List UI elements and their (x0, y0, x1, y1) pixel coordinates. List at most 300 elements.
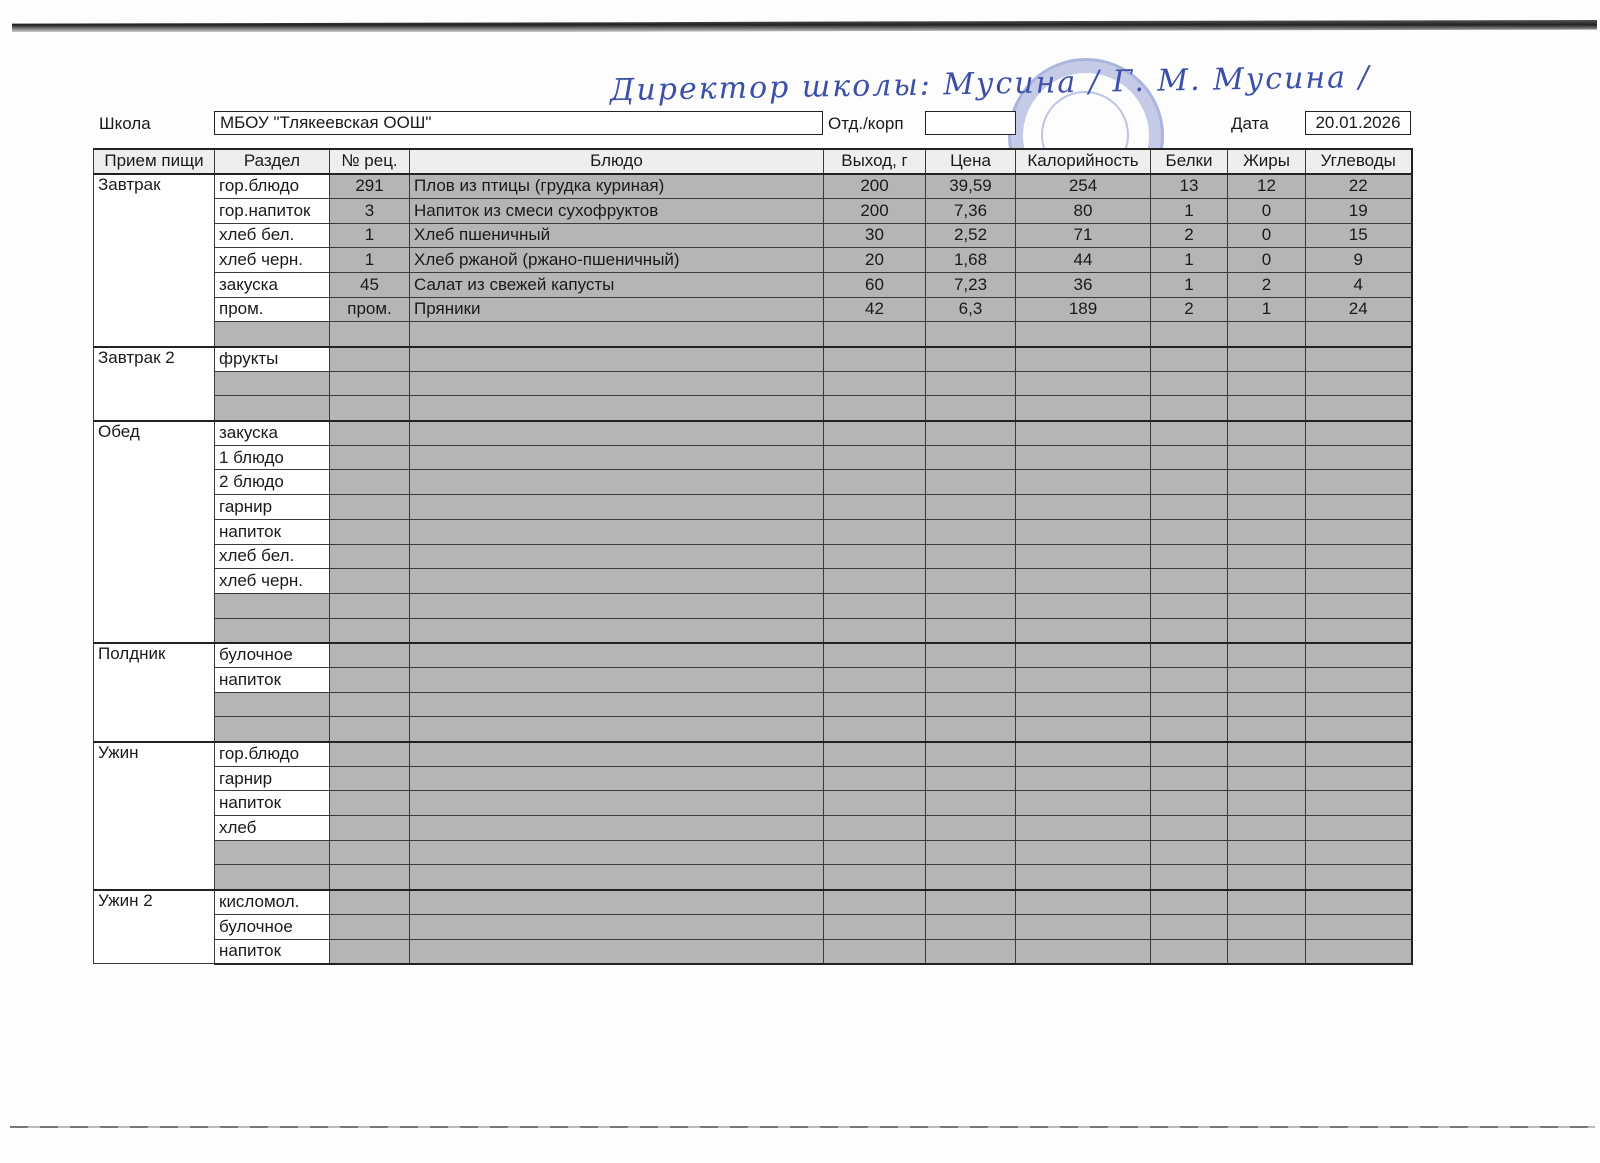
recipe-cell[interactable] (330, 840, 410, 865)
protein-cell[interactable] (1151, 742, 1228, 767)
calories-cell[interactable] (1016, 495, 1151, 520)
price-cell[interactable] (926, 519, 1016, 544)
carbs-cell[interactable]: 9 (1306, 248, 1412, 273)
fat-cell[interactable] (1228, 865, 1306, 890)
school-label: Школа (99, 114, 151, 133)
yield-cell[interactable] (824, 643, 926, 668)
price-cell[interactable]: 7,36 (926, 198, 1016, 223)
dish-cell[interactable]: Плов из птицы (грудка куриная) (410, 174, 824, 199)
recipe-cell[interactable] (330, 347, 410, 372)
yield-cell[interactable] (824, 519, 926, 544)
protein-cell[interactable]: 1 (1151, 198, 1228, 223)
price-cell[interactable] (926, 569, 1016, 594)
recipe-cell[interactable] (330, 890, 410, 915)
date-field[interactable]: 20.01.2026 (1305, 111, 1411, 135)
dish-cell[interactable]: Пряники (410, 297, 824, 322)
recipe-cell[interactable] (330, 816, 410, 841)
carbs-cell[interactable] (1306, 544, 1412, 569)
section-cell[interactable]: напиток (215, 519, 330, 544)
price-cell[interactable] (926, 396, 1016, 421)
yield-cell[interactable] (824, 495, 926, 520)
price-cell[interactable] (926, 840, 1016, 865)
price-cell[interactable] (926, 865, 1016, 890)
dish-cell[interactable] (410, 766, 824, 791)
calories-cell[interactable]: 44 (1016, 248, 1151, 273)
carbs-cell[interactable] (1306, 593, 1412, 618)
recipe-cell[interactable]: 45 (330, 272, 410, 297)
dish-cell[interactable] (410, 667, 824, 692)
carbs-cell[interactable] (1306, 692, 1412, 717)
dish-cell[interactable] (410, 396, 824, 421)
price-cell[interactable] (926, 371, 1016, 396)
carbs-cell[interactable] (1306, 322, 1412, 347)
carbs-cell[interactable] (1306, 445, 1412, 470)
yield-cell[interactable] (824, 322, 926, 347)
protein-cell[interactable] (1151, 347, 1228, 372)
section-cell[interactable]: хлеб бел. (215, 223, 330, 248)
calories-cell[interactable] (1016, 569, 1151, 594)
price-cell[interactable] (926, 717, 1016, 742)
section-cell[interactable] (215, 840, 330, 865)
calories-cell[interactable] (1016, 766, 1151, 791)
school-field[interactable]: МБОУ "Тлякеевская ООШ" (214, 111, 823, 135)
price-cell[interactable] (926, 495, 1016, 520)
price-cell[interactable] (926, 445, 1016, 470)
fat-cell[interactable] (1228, 544, 1306, 569)
price-cell[interactable] (926, 322, 1016, 347)
protein-cell[interactable] (1151, 840, 1228, 865)
section-cell[interactable] (215, 717, 330, 742)
calories-cell[interactable] (1016, 692, 1151, 717)
table-row (94, 840, 1412, 865)
calories-cell[interactable] (1016, 890, 1151, 915)
dish-cell[interactable]: Хлеб ржаной (ржано-пшеничный) (410, 248, 824, 273)
yield-cell[interactable]: 42 (824, 297, 926, 322)
section-cell[interactable] (215, 692, 330, 717)
carbs-cell[interactable]: 15 (1306, 223, 1412, 248)
recipe-cell[interactable] (330, 593, 410, 618)
section-cell[interactable]: булочное (215, 914, 330, 939)
dish-cell[interactable] (410, 717, 824, 742)
section-cell[interactable]: напиток (215, 667, 330, 692)
carbs-cell[interactable] (1306, 371, 1412, 396)
fat-cell[interactable] (1228, 939, 1306, 964)
protein-cell[interactable] (1151, 890, 1228, 915)
yield-cell[interactable] (824, 890, 926, 915)
recipe-cell[interactable]: 1 (330, 223, 410, 248)
fat-cell[interactable] (1228, 347, 1306, 372)
carbs-cell[interactable]: 4 (1306, 272, 1412, 297)
price-cell[interactable] (926, 347, 1016, 372)
calories-cell[interactable] (1016, 717, 1151, 742)
section-cell[interactable]: фрукты (215, 347, 330, 372)
recipe-cell[interactable] (330, 445, 410, 470)
fat-cell[interactable] (1228, 470, 1306, 495)
protein-cell[interactable]: 1 (1151, 248, 1228, 273)
protein-cell[interactable]: 2 (1151, 223, 1228, 248)
calories-cell[interactable]: 36 (1016, 272, 1151, 297)
protein-cell[interactable] (1151, 569, 1228, 594)
calories-cell[interactable]: 189 (1016, 297, 1151, 322)
fat-cell[interactable]: 0 (1228, 198, 1306, 223)
yield-cell[interactable] (824, 421, 926, 446)
calories-cell[interactable] (1016, 667, 1151, 692)
yield-cell[interactable] (824, 445, 926, 470)
yield-cell[interactable] (824, 396, 926, 421)
protein-cell[interactable]: 2 (1151, 297, 1228, 322)
yield-cell[interactable] (824, 470, 926, 495)
price-cell[interactable] (926, 939, 1016, 964)
fat-cell[interactable]: 0 (1228, 248, 1306, 273)
protein-cell[interactable] (1151, 445, 1228, 470)
recipe-cell[interactable] (330, 421, 410, 446)
price-cell[interactable] (926, 421, 1016, 446)
recipe-cell[interactable] (330, 569, 410, 594)
calories-cell[interactable] (1016, 445, 1151, 470)
fat-cell[interactable] (1228, 322, 1306, 347)
recipe-cell[interactable] (330, 322, 410, 347)
recipe-cell[interactable] (330, 396, 410, 421)
calories-cell[interactable] (1016, 396, 1151, 421)
protein-cell[interactable]: 13 (1151, 174, 1228, 199)
price-cell[interactable] (926, 816, 1016, 841)
fat-cell[interactable] (1228, 692, 1306, 717)
dish-cell[interactable]: Салат из свежей капусты (410, 272, 824, 297)
fat-cell[interactable]: 0 (1228, 223, 1306, 248)
protein-cell[interactable] (1151, 865, 1228, 890)
fat-cell[interactable] (1228, 569, 1306, 594)
yield-cell[interactable] (824, 569, 926, 594)
yield-cell[interactable]: 200 (824, 198, 926, 223)
table-row (94, 816, 1412, 841)
carbs-cell[interactable] (1306, 643, 1412, 668)
calories-cell[interactable] (1016, 322, 1151, 347)
dish-cell[interactable] (410, 890, 824, 915)
protein-cell[interactable] (1151, 519, 1228, 544)
yield-cell[interactable]: 200 (824, 174, 926, 199)
protein-cell[interactable] (1151, 421, 1228, 446)
dish-cell[interactable] (410, 939, 824, 964)
section-cell[interactable]: напиток (215, 939, 330, 964)
protein-cell[interactable] (1151, 791, 1228, 816)
recipe-cell[interactable] (330, 692, 410, 717)
protein-cell[interactable] (1151, 939, 1228, 964)
carbs-cell[interactable] (1306, 396, 1412, 421)
carbs-cell[interactable] (1306, 742, 1412, 767)
fat-cell[interactable]: 2 (1228, 272, 1306, 297)
fat-cell[interactable] (1228, 371, 1306, 396)
price-cell[interactable] (926, 742, 1016, 767)
section-cell[interactable]: 1 блюдо (215, 445, 330, 470)
protein-cell[interactable] (1151, 593, 1228, 618)
dish-cell[interactable] (410, 495, 824, 520)
yield-cell[interactable] (824, 717, 926, 742)
protein-cell[interactable] (1151, 643, 1228, 668)
protein-cell[interactable] (1151, 717, 1228, 742)
recipe-cell[interactable] (330, 865, 410, 890)
dish-cell[interactable] (410, 692, 824, 717)
fat-cell[interactable] (1228, 816, 1306, 841)
fat-cell[interactable] (1228, 396, 1306, 421)
fat-cell[interactable] (1228, 495, 1306, 520)
yield-cell[interactable] (824, 347, 926, 372)
section-cell[interactable]: закуска (215, 421, 330, 446)
fat-cell[interactable] (1228, 519, 1306, 544)
recipe-cell[interactable] (330, 544, 410, 569)
date-label: Дата (1231, 114, 1269, 133)
carbs-cell[interactable] (1306, 890, 1412, 915)
calories-cell[interactable] (1016, 470, 1151, 495)
protein-cell[interactable] (1151, 667, 1228, 692)
recipe-cell[interactable] (330, 618, 410, 643)
price-cell[interactable]: 6,3 (926, 297, 1016, 322)
fat-cell[interactable] (1228, 840, 1306, 865)
yield-cell[interactable]: 20 (824, 248, 926, 273)
protein-cell[interactable] (1151, 544, 1228, 569)
dish-cell[interactable] (410, 569, 824, 594)
carbs-cell[interactable] (1306, 569, 1412, 594)
calories-cell[interactable] (1016, 865, 1151, 890)
table-header-row (94, 149, 1412, 174)
col-yield: Выход, г (824, 149, 926, 174)
carbs-cell[interactable] (1306, 421, 1412, 446)
recipe-cell[interactable] (330, 717, 410, 742)
yield-cell[interactable]: 30 (824, 223, 926, 248)
protein-cell[interactable] (1151, 495, 1228, 520)
fat-cell[interactable] (1228, 667, 1306, 692)
yield-cell[interactable] (824, 371, 926, 396)
calories-cell[interactable] (1016, 618, 1151, 643)
dish-cell[interactable] (410, 322, 824, 347)
recipe-cell[interactable] (330, 519, 410, 544)
carbs-cell[interactable] (1306, 618, 1412, 643)
protein-cell[interactable] (1151, 470, 1228, 495)
dish-cell[interactable] (410, 643, 824, 668)
price-cell[interactable] (926, 692, 1016, 717)
section-cell[interactable]: хлеб (215, 816, 330, 841)
recipe-cell[interactable]: 1 (330, 248, 410, 273)
carbs-cell[interactable]: 19 (1306, 198, 1412, 223)
protein-cell[interactable] (1151, 692, 1228, 717)
fat-cell[interactable] (1228, 742, 1306, 767)
section-cell[interactable]: гарнир (215, 766, 330, 791)
dish-cell[interactable] (410, 816, 824, 841)
calories-cell[interactable] (1016, 816, 1151, 841)
yield-cell[interactable] (824, 593, 926, 618)
dish-cell[interactable]: Хлеб пшеничный (410, 223, 824, 248)
yield-cell[interactable] (824, 667, 926, 692)
dish-cell[interactable] (410, 445, 824, 470)
dish-cell[interactable] (410, 347, 824, 372)
dish-cell[interactable] (410, 593, 824, 618)
price-cell[interactable] (926, 667, 1016, 692)
calories-cell[interactable] (1016, 791, 1151, 816)
dish-cell[interactable] (410, 791, 824, 816)
protein-cell[interactable] (1151, 371, 1228, 396)
price-cell[interactable] (926, 593, 1016, 618)
dish-cell[interactable] (410, 421, 824, 446)
price-cell[interactable]: 1,68 (926, 248, 1016, 273)
carbs-cell[interactable] (1306, 766, 1412, 791)
price-cell[interactable]: 39,59 (926, 174, 1016, 199)
dish-cell[interactable] (410, 519, 824, 544)
yield-cell[interactable] (824, 791, 926, 816)
table-row (94, 569, 1412, 594)
fat-cell[interactable]: 1 (1228, 297, 1306, 322)
price-cell[interactable] (926, 890, 1016, 915)
dish-cell[interactable] (410, 544, 824, 569)
recipe-cell[interactable] (330, 495, 410, 520)
calories-cell[interactable] (1016, 742, 1151, 767)
calories-cell[interactable] (1016, 643, 1151, 668)
fat-cell[interactable] (1228, 791, 1306, 816)
section-cell[interactable]: хлеб черн. (215, 569, 330, 594)
section-cell[interactable] (215, 865, 330, 890)
carbs-cell[interactable] (1306, 667, 1412, 692)
calories-cell[interactable] (1016, 519, 1151, 544)
yield-cell[interactable] (824, 742, 926, 767)
protein-cell[interactable] (1151, 618, 1228, 643)
dish-cell[interactable]: Напиток из смеси сухофруктов (410, 198, 824, 223)
carbs-cell[interactable] (1306, 519, 1412, 544)
calories-cell[interactable] (1016, 347, 1151, 372)
section-cell[interactable]: хлеб бел. (215, 544, 330, 569)
protein-cell[interactable] (1151, 914, 1228, 939)
calories-cell[interactable]: 71 (1016, 223, 1151, 248)
price-cell[interactable] (926, 643, 1016, 668)
protein-cell[interactable] (1151, 816, 1228, 841)
protein-cell[interactable] (1151, 322, 1228, 347)
recipe-cell[interactable] (330, 643, 410, 668)
section-cell[interactable]: гарнир (215, 495, 330, 520)
recipe-cell[interactable]: пром. (330, 297, 410, 322)
yield-cell[interactable] (824, 544, 926, 569)
section-cell[interactable] (215, 322, 330, 347)
calories-cell[interactable] (1016, 939, 1151, 964)
yield-cell[interactable] (824, 618, 926, 643)
price-cell[interactable]: 7,23 (926, 272, 1016, 297)
carbs-cell[interactable] (1306, 939, 1412, 964)
price-cell[interactable] (926, 618, 1016, 643)
carbs-cell[interactable] (1306, 840, 1412, 865)
price-cell[interactable] (926, 914, 1016, 939)
carbs-cell[interactable] (1306, 914, 1412, 939)
dish-cell[interactable] (410, 618, 824, 643)
carbs-cell[interactable] (1306, 717, 1412, 742)
section-cell[interactable]: гор.блюдо (215, 742, 330, 767)
carbs-cell[interactable]: 24 (1306, 297, 1412, 322)
calories-cell[interactable] (1016, 371, 1151, 396)
table-row (94, 495, 1412, 520)
recipe-cell[interactable]: 3 (330, 198, 410, 223)
recipe-cell[interactable] (330, 914, 410, 939)
calories-cell[interactable] (1016, 544, 1151, 569)
carbs-cell[interactable] (1306, 865, 1412, 890)
section-cell[interactable]: 2 блюдо (215, 470, 330, 495)
fat-cell[interactable] (1228, 643, 1306, 668)
dish-cell[interactable] (410, 371, 824, 396)
section-cell[interactable]: напиток (215, 791, 330, 816)
price-cell[interactable] (926, 544, 1016, 569)
section-cell[interactable]: гор.блюдо (215, 174, 330, 199)
calories-cell[interactable]: 254 (1016, 174, 1151, 199)
yield-cell[interactable] (824, 840, 926, 865)
calories-cell[interactable] (1016, 840, 1151, 865)
section-cell[interactable]: хлеб черн. (215, 248, 330, 273)
dept-field[interactable] (925, 111, 1016, 135)
calories-cell[interactable] (1016, 914, 1151, 939)
yield-cell[interactable]: 60 (824, 272, 926, 297)
recipe-cell[interactable] (330, 470, 410, 495)
fat-cell[interactable] (1228, 445, 1306, 470)
calories-cell[interactable]: 80 (1016, 198, 1151, 223)
yield-cell[interactable] (824, 865, 926, 890)
recipe-cell[interactable] (330, 371, 410, 396)
section-cell[interactable]: кисломол. (215, 890, 330, 915)
carbs-cell[interactable] (1306, 816, 1412, 841)
yield-cell[interactable] (824, 939, 926, 964)
calories-cell[interactable] (1016, 593, 1151, 618)
carbs-cell[interactable] (1306, 347, 1412, 372)
section-cell[interactable] (215, 618, 330, 643)
dish-cell[interactable] (410, 914, 824, 939)
carbs-cell[interactable] (1306, 495, 1412, 520)
section-cell[interactable]: булочное (215, 643, 330, 668)
recipe-cell[interactable] (330, 939, 410, 964)
section-cell[interactable] (215, 593, 330, 618)
fat-cell[interactable] (1228, 766, 1306, 791)
recipe-cell[interactable]: 291 (330, 174, 410, 199)
recipe-cell[interactable] (330, 766, 410, 791)
recipe-cell[interactable] (330, 667, 410, 692)
recipe-cell[interactable] (330, 742, 410, 767)
section-cell[interactable]: гор.напиток (215, 198, 330, 223)
section-cell[interactable]: закуска (215, 272, 330, 297)
section-cell[interactable] (215, 371, 330, 396)
yield-cell[interactable] (824, 766, 926, 791)
carbs-cell[interactable] (1306, 791, 1412, 816)
protein-cell[interactable]: 1 (1151, 272, 1228, 297)
protein-cell[interactable] (1151, 396, 1228, 421)
dish-cell[interactable] (410, 742, 824, 767)
yield-cell[interactable] (824, 816, 926, 841)
calories-cell[interactable] (1016, 421, 1151, 446)
yield-cell[interactable] (824, 692, 926, 717)
price-cell[interactable] (926, 766, 1016, 791)
fat-cell[interactable] (1228, 914, 1306, 939)
price-cell[interactable]: 2,52 (926, 223, 1016, 248)
carbs-cell[interactable]: 22 (1306, 174, 1412, 199)
dish-cell[interactable] (410, 470, 824, 495)
dish-cell[interactable] (410, 865, 824, 890)
price-cell[interactable] (926, 470, 1016, 495)
section-cell[interactable]: пром. (215, 297, 330, 322)
section-cell[interactable] (215, 396, 330, 421)
fat-cell[interactable]: 12 (1228, 174, 1306, 199)
fat-cell[interactable] (1228, 421, 1306, 446)
fat-cell[interactable] (1228, 618, 1306, 643)
fat-cell[interactable] (1228, 890, 1306, 915)
fat-cell[interactable] (1228, 717, 1306, 742)
price-cell[interactable] (926, 791, 1016, 816)
yield-cell[interactable] (824, 914, 926, 939)
table-row (94, 445, 1412, 470)
dish-cell[interactable] (410, 840, 824, 865)
protein-cell[interactable] (1151, 766, 1228, 791)
fat-cell[interactable] (1228, 593, 1306, 618)
recipe-cell[interactable] (330, 791, 410, 816)
carbs-cell[interactable] (1306, 470, 1412, 495)
